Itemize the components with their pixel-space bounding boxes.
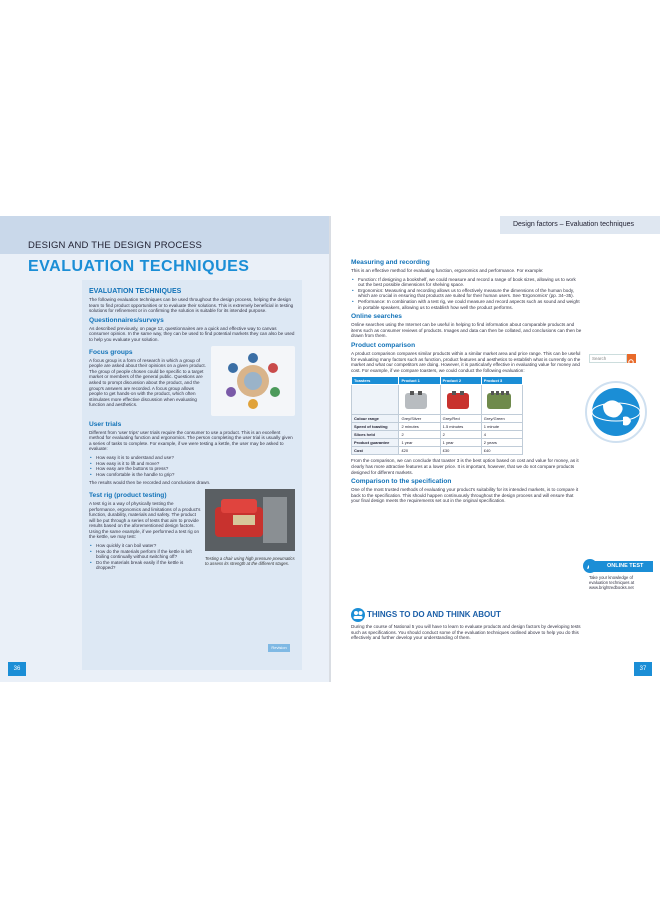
book-spread <box>0 216 660 682</box>
people-icon <box>351 608 365 622</box>
table-cell: 2 years <box>481 439 522 447</box>
table-cell: 2 <box>440 431 481 439</box>
measuring-text: This is an effective method for evaluating function, ergonomics and performance. For example: <box>351 268 544 273</box>
online-test-badge: ONLINE TEST <box>589 561 653 572</box>
page-number-right: 37 <box>634 662 652 676</box>
table-cell: 2 <box>399 431 440 439</box>
table-cell: Grey/Red <box>440 415 481 423</box>
list-item: • How easy is it to lift and move? <box>89 461 295 467</box>
table-cell: 2 minutes <box>399 423 440 431</box>
list-item: • How quickly it can boil water? <box>89 543 295 549</box>
list-item: • How do the materials perform if the kettle is left boiling continually without switching off? <box>89 549 295 560</box>
globe-icon <box>585 381 647 443</box>
table-cell <box>399 385 440 415</box>
questionnaires-heading: Questionnaires/surveys <box>89 316 164 324</box>
test-rig-list <box>89 543 295 571</box>
user-trials-list <box>89 455 295 477</box>
table-cell <box>440 385 481 415</box>
table-row <box>352 431 523 439</box>
user-trials-result: The results would then be recorded and conclusions drawn. <box>89 480 211 486</box>
questionnaires-text: As described previously, on page 12, questionnaires are a quick and effective way to canvas consumer opinion. In the same way, they can be used to find potential markets they can also be used to help you evaluate your solution. <box>89 325 295 342</box>
table-row <box>352 439 523 447</box>
table-cell <box>481 385 522 415</box>
toaster-3-image <box>484 387 514 411</box>
toaster-2-image <box>443 387 473 411</box>
list-item: • Function: If designing a bookshelf, we could measure and record a range of book sizes, allowing us to work out the best possible dimensions for shelving space. <box>351 277 583 288</box>
user-trials-text: Different from 'user trips' user trials require the consumer to use a product. This is an excellent method for evaluating function and ergonomics. The person completing the user trial is usually given a series of tasks to complete. For example, if we were testing a kettle, the user may be asked to evaluate: <box>89 429 293 452</box>
revision-tag: Revision <box>268 644 290 652</box>
product-comparison-heading: Product comparison <box>351 341 416 349</box>
table-row <box>352 385 523 415</box>
table-cell: Colour range <box>352 415 399 423</box>
intro-text: The following evaluation techniques can be used throughout the design process, helping the design team to find product opportunities or to evaluate their solutions. This is extremely beneficial in testing solutions for refinement or in confirming the solution is suitable for its intended purpose. <box>89 297 294 314</box>
table-row <box>352 447 523 455</box>
right-section-title: Design factors – Evaluation techniques <box>512 221 634 228</box>
toaster-1-image <box>401 387 431 411</box>
things-text: During the course of National 5 you will have to learn to evaluate products and design factors by developing tests such as specifications. You should conduct some of the evaluation techniques outlined above to help you do this effectively and further develop your understanding of them. <box>351 624 581 641</box>
table-cell: Product guarantee <box>352 439 399 447</box>
test-rig-heading: Test rig (product testing) <box>89 491 167 499</box>
test-rig-caption: Testing a chair using high pressure pneumatics to assess its strength at the different stages. <box>205 555 295 567</box>
list-item: • Performance: In combination with a test rig, we could measure and record aspects such as sound and weight in portable speakers, allowing us to establish how well the product performs. <box>351 299 583 310</box>
table-cell: Speed of toasting <box>352 423 399 431</box>
measuring-heading: Measuring and recording <box>351 259 430 266</box>
measuring-list <box>351 277 583 311</box>
table-cell: 1.5 minutes <box>440 423 481 431</box>
specification-text: One of the most trusted methods of evaluating your product's suitability for its intended markets, is to compare it back to the specification. This should happen continuously throughout the design process and will ensure that your final design meets the requirements set out in the original specification. <box>351 487 579 504</box>
user-trials-heading: User trials <box>89 420 122 428</box>
comparison-table <box>351 376 523 455</box>
after-table-text: From the comparison, we can conclude that toaster 3 is the best option based on cost and value for money, as it clearly has more attractive features at a lower price. It is important, however, that we do not compare products designed for different markets. <box>351 458 579 475</box>
table-cell: Cost <box>352 447 399 455</box>
table-cell: £30 <box>440 447 481 455</box>
focus-groups-text: A focus group is a form of research in which a group of people are asked about their opinions on a given product. The group of people chosen could be specific to a target market or members of the general public. Questions are asked to prompt discussion about the product, and the group's answers are recorded. A focus group allows people to get hands-on with the product, which often stimulates more effective discussion when evaluating function and aesthetics. <box>89 357 206 408</box>
table-cell: 4 <box>481 431 522 439</box>
table-cell: 1 year <box>399 439 440 447</box>
right-page <box>331 216 660 682</box>
online-searches-heading: Online searches <box>351 313 402 321</box>
search-input[interactable]: Search <box>589 354 627 363</box>
table-cell: Grey/Green <box>481 415 522 423</box>
page-number-left: 36 <box>8 662 26 676</box>
list-item: • Ergonomics: Measuring and recording allows us to effectively measure the dimensions of the human body, which are crucial in ensuring that products are suited for their human users. See 'Ergonomics' (pp. 34–35). <box>351 288 583 299</box>
online-test-panel[interactable] <box>583 561 655 631</box>
search-icon <box>627 358 636 367</box>
search-button[interactable] <box>627 354 636 363</box>
online-test-text[interactable]: Take your knowledge of evaluation techniques at www.brightredbooks.net <box>589 575 635 590</box>
table-row <box>352 423 523 431</box>
table-cell: Slices held <box>352 431 399 439</box>
table-cell: £20 <box>399 447 440 455</box>
table-row <box>352 415 523 423</box>
focus-groups-heading: Focus groups <box>89 348 133 356</box>
table-cell <box>352 385 399 415</box>
table-header: Toasters <box>352 377 399 385</box>
table-cell: £40 <box>481 447 522 455</box>
list-item: • How easy it is to understand and use? <box>89 455 295 461</box>
page-title: EVALUATION TECHNIQUES <box>28 258 250 275</box>
table-header: Product 2 <box>440 377 481 385</box>
product-comparison-text: A product comparison compares similar products within a similar market area and price range. This can be useful for evaluating many factors such as function, product features and aesthetics to establish what is currently on the market and what our competitors are doing. However, it is particularly effective in evaluating value for money and cost. For example, if we compare toasters, we could conduct the following evaluation: <box>351 350 581 373</box>
things-to-do-panel <box>351 608 591 670</box>
table-cell: 1 year <box>440 439 481 447</box>
table-header: Product 1 <box>399 377 440 385</box>
focus-group-illustration <box>211 346 295 416</box>
test-rig-photo <box>205 489 295 551</box>
left-section-title: DESIGN AND THE DESIGN PROCESS <box>28 240 203 251</box>
specification-heading: Comparison to the specification <box>351 478 452 486</box>
table-header: Product 3 <box>481 377 522 385</box>
table-cell: 1 minute <box>481 423 522 431</box>
list-item: • How easy are the buttons to press? <box>89 466 295 472</box>
list-item: • Do the materials break easily if the kettle is dropped? <box>89 560 295 571</box>
list-item: • How comfortable is the handle to grip? <box>89 472 295 478</box>
online-searches-text: Online searches using the Internet can be useful in helping to find information about comparable products and items such as consumer reviews of products. Images and data can then be collated, and conclusions can then be drawn from them. <box>351 322 582 339</box>
left-page <box>0 216 329 682</box>
right-content <box>351 256 583 556</box>
box-heading: EVALUATION TECHNIQUES <box>89 288 182 295</box>
test-rig-text: A test rig is a way of physically testing the performance, ergonomics and limitations of a product's function, durability, materials and safety. The product will be put through a series of tests that aim to provide results based on the aforementioned design factors. Using the same example, if we performed a test rig on the kettle, we may test: <box>89 500 201 540</box>
table-cell: Grey/Silver <box>399 415 440 423</box>
things-heading: THINGS TO DO AND THINK ABOUT <box>367 610 501 619</box>
left-content-box <box>82 280 302 670</box>
